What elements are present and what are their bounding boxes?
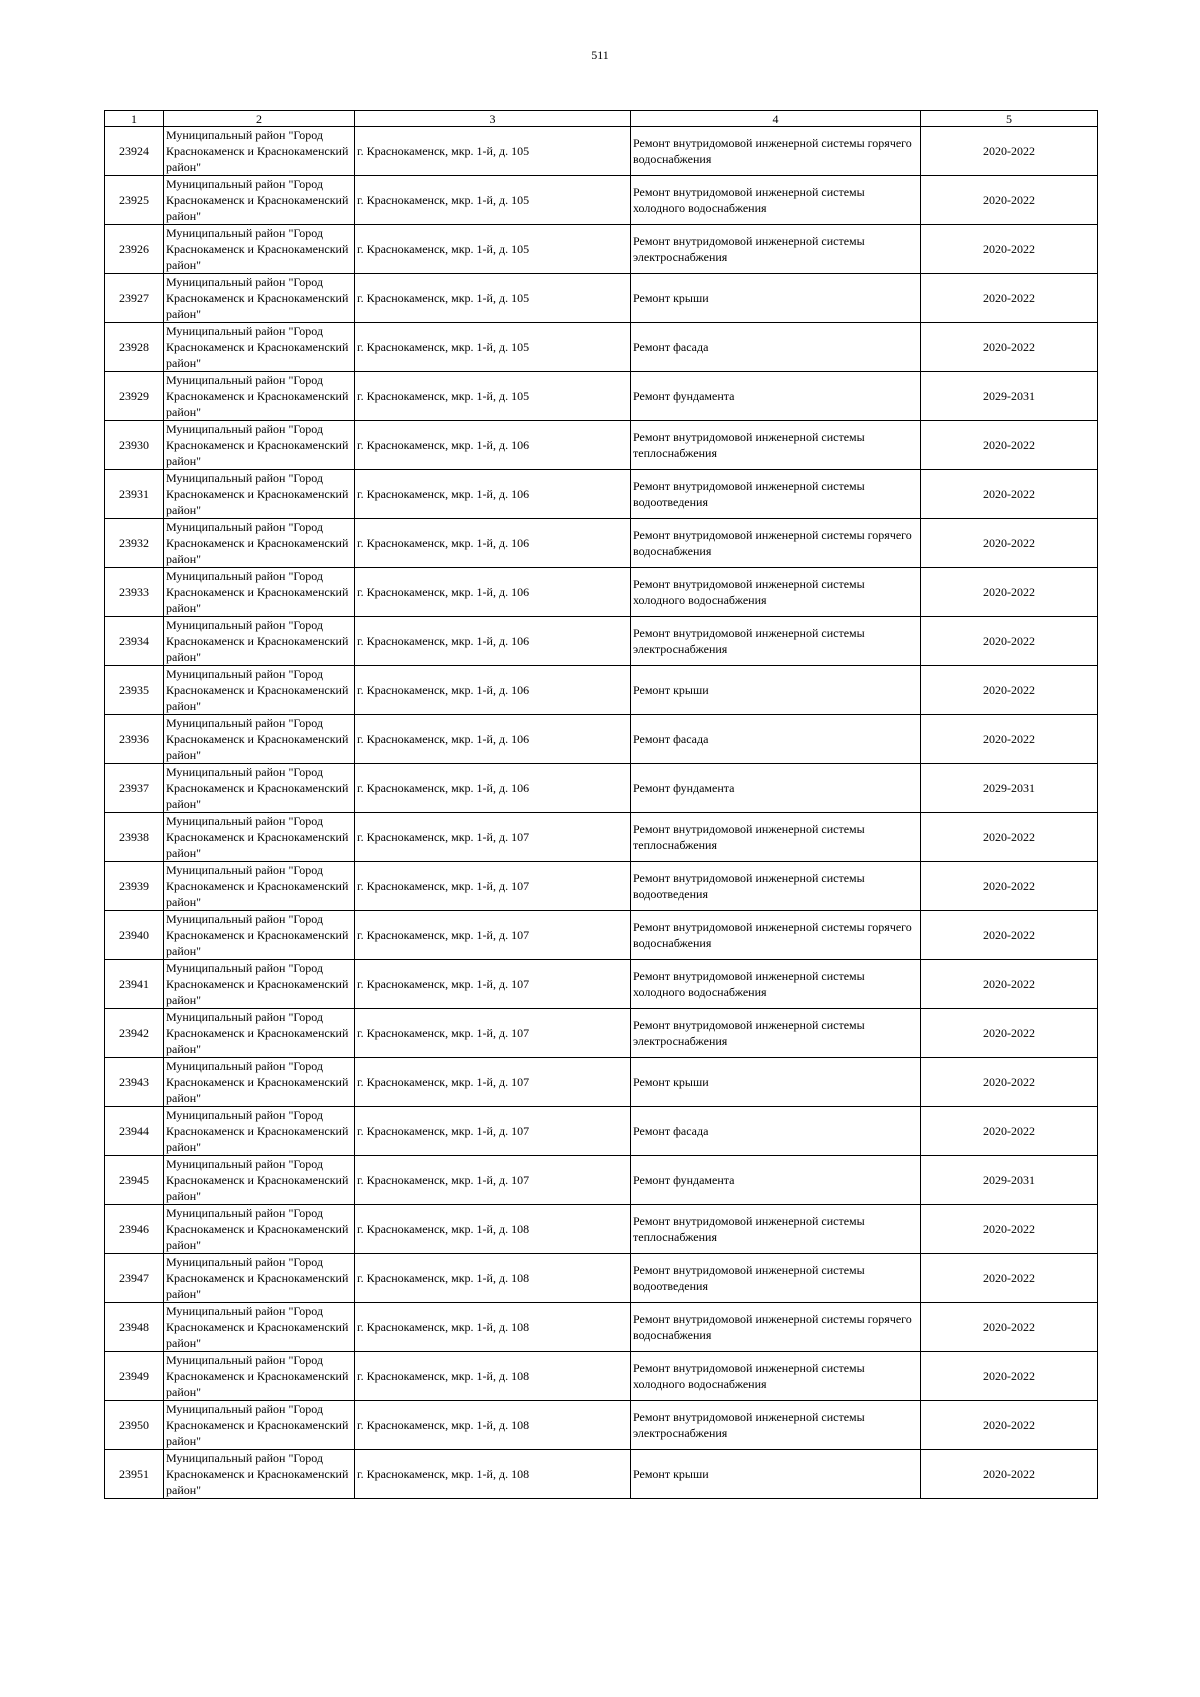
period-cell: 2020-2022 [921, 323, 1098, 372]
work-type-cell: Ремонт внутридомовой инженерной системы горячего водоснабжения [631, 127, 921, 176]
table-row [105, 1401, 1098, 1450]
table-row [105, 960, 1098, 1009]
period-cell: 2020-2022 [921, 127, 1098, 176]
municipality-cell: Муниципальный район "Город Краснокаменск и Краснокаменский район" [164, 323, 355, 372]
table-row [105, 813, 1098, 862]
row-number-cell: 23939 [105, 862, 164, 911]
period-cell: 2020-2022 [921, 1401, 1098, 1450]
table-row [105, 1058, 1098, 1107]
municipality-cell: Муниципальный район "Город Краснокаменск и Краснокаменский район" [164, 715, 355, 764]
row-number-cell: 23926 [105, 225, 164, 274]
period-cell: 2020-2022 [921, 568, 1098, 617]
period-cell: 2020-2022 [921, 1254, 1098, 1303]
work-type-cell: Ремонт крыши [631, 1450, 921, 1499]
municipality-cell: Муниципальный район "Город Краснокаменск и Краснокаменский район" [164, 764, 355, 813]
row-number-cell: 23950 [105, 1401, 164, 1450]
address-cell: г. Краснокаменск, мкр. 1-й, д. 107 [355, 1009, 631, 1058]
municipality-cell: Муниципальный район "Город Краснокаменск и Краснокаменский район" [164, 1450, 355, 1499]
address-cell: г. Краснокаменск, мкр. 1-й, д. 107 [355, 1107, 631, 1156]
address-cell: г. Краснокаменск, мкр. 1-й, д. 106 [355, 715, 631, 764]
municipality-cell: Муниципальный район "Город Краснокаменск и Краснокаменский район" [164, 225, 355, 274]
table-row [105, 323, 1098, 372]
column-number-row [105, 111, 1098, 127]
work-type-cell: Ремонт внутридомовой инженерной системы электроснабжения [631, 1401, 921, 1450]
municipality-cell: Муниципальный район "Город Краснокаменск и Краснокаменский район" [164, 470, 355, 519]
address-cell: г. Краснокаменск, мкр. 1-й, д. 107 [355, 1156, 631, 1205]
row-number-cell: 23924 [105, 127, 164, 176]
period-cell: 2020-2022 [921, 813, 1098, 862]
column-header: 2 [164, 111, 355, 127]
address-cell: г. Краснокаменск, мкр. 1-й, д. 106 [355, 568, 631, 617]
period-cell: 2020-2022 [921, 617, 1098, 666]
work-type-cell: Ремонт внутридомовой инженерной системы теплоснабжения [631, 1205, 921, 1254]
column-header: 4 [631, 111, 921, 127]
municipality-cell: Муниципальный район "Город Краснокаменск и Краснокаменский район" [164, 1254, 355, 1303]
municipality-cell: Муниципальный район "Город Краснокаменск и Краснокаменский район" [164, 274, 355, 323]
period-cell: 2020-2022 [921, 911, 1098, 960]
page-number: 511 [591, 48, 609, 62]
municipality-cell: Муниципальный район "Город Краснокаменск и Краснокаменский район" [164, 1205, 355, 1254]
row-number-cell: 23938 [105, 813, 164, 862]
table-row [105, 1205, 1098, 1254]
table-row [105, 715, 1098, 764]
row-number-cell: 23940 [105, 911, 164, 960]
row-number-cell: 23948 [105, 1303, 164, 1352]
address-cell: г. Краснокаменск, мкр. 1-й, д. 106 [355, 421, 631, 470]
period-cell: 2020-2022 [921, 225, 1098, 274]
period-cell: 2020-2022 [921, 421, 1098, 470]
table-row [105, 519, 1098, 568]
work-type-cell: Ремонт внутридомовой инженерной системы электроснабжения [631, 1009, 921, 1058]
row-number-cell: 23941 [105, 960, 164, 1009]
address-cell: г. Краснокаменск, мкр. 1-й, д. 108 [355, 1254, 631, 1303]
period-cell: 2020-2022 [921, 274, 1098, 323]
work-type-cell: Ремонт внутридомовой инженерной системы холодного водоснабжения [631, 568, 921, 617]
municipality-cell: Муниципальный район "Город Краснокаменск и Краснокаменский район" [164, 911, 355, 960]
municipality-cell: Муниципальный район "Город Краснокаменск и Краснокаменский район" [164, 1156, 355, 1205]
address-cell: г. Краснокаменск, мкр. 1-й, д. 105 [355, 225, 631, 274]
column-header: 3 [355, 111, 631, 127]
municipality-cell: Муниципальный район "Город Краснокаменск и Краснокаменский район" [164, 1009, 355, 1058]
address-cell: г. Краснокаменск, мкр. 1-й, д. 108 [355, 1352, 631, 1401]
table-row [105, 617, 1098, 666]
municipality-cell: Муниципальный район "Город Краснокаменск и Краснокаменский район" [164, 127, 355, 176]
period-cell: 2020-2022 [921, 176, 1098, 225]
table-row [105, 225, 1098, 274]
row-number-cell: 23949 [105, 1352, 164, 1401]
table-row [105, 911, 1098, 960]
address-cell: г. Краснокаменск, мкр. 1-й, д. 105 [355, 176, 631, 225]
row-number-cell: 23945 [105, 1156, 164, 1205]
address-cell: г. Краснокаменск, мкр. 1-й, д. 108 [355, 1401, 631, 1450]
table-row [105, 1450, 1098, 1499]
row-number-cell: 23951 [105, 1450, 164, 1499]
work-type-cell: Ремонт внутридомовой инженерной системы холодного водоснабжения [631, 960, 921, 1009]
work-type-cell: Ремонт внутридомовой инженерной системы электроснабжения [631, 225, 921, 274]
address-cell: г. Краснокаменск, мкр. 1-й, д. 105 [355, 372, 631, 421]
work-type-cell: Ремонт внутридомовой инженерной системы горячего водоснабжения [631, 519, 921, 568]
municipality-cell: Муниципальный район "Город Краснокаменск и Краснокаменский район" [164, 617, 355, 666]
municipality-cell: Муниципальный район "Город Краснокаменск и Краснокаменский район" [164, 1058, 355, 1107]
municipality-cell: Муниципальный район "Город Краснокаменск и Краснокаменский район" [164, 960, 355, 1009]
work-type-cell: Ремонт фундамента [631, 764, 921, 813]
address-cell: г. Краснокаменск, мкр. 1-й, д. 108 [355, 1450, 631, 1499]
row-number-cell: 23933 [105, 568, 164, 617]
period-cell: 2020-2022 [921, 1303, 1098, 1352]
municipality-cell: Муниципальный район "Город Краснокаменск и Краснокаменский район" [164, 813, 355, 862]
work-type-cell: Ремонт внутридомовой инженерной системы холодного водоснабжения [631, 1352, 921, 1401]
table-row [105, 176, 1098, 225]
row-number-cell: 23930 [105, 421, 164, 470]
municipality-cell: Муниципальный район "Город Краснокаменск и Краснокаменский район" [164, 176, 355, 225]
municipality-cell: Муниципальный район "Город Краснокаменск и Краснокаменский район" [164, 666, 355, 715]
period-cell: 2020-2022 [921, 1450, 1098, 1499]
row-number-cell: 23942 [105, 1009, 164, 1058]
municipality-cell: Муниципальный район "Город Краснокаменск и Краснокаменский район" [164, 519, 355, 568]
column-header: 1 [105, 111, 164, 127]
period-cell: 2020-2022 [921, 1352, 1098, 1401]
work-type-cell: Ремонт внутридомовой инженерной системы горячего водоснабжения [631, 911, 921, 960]
row-number-cell: 23928 [105, 323, 164, 372]
work-type-cell: Ремонт внутридомовой инженерной системы теплоснабжения [631, 813, 921, 862]
work-type-cell: Ремонт внутридомовой инженерной системы горячего водоснабжения [631, 1303, 921, 1352]
work-type-cell: Ремонт внутридомовой инженерной системы холодного водоснабжения [631, 176, 921, 225]
address-cell: г. Краснокаменск, мкр. 1-й, д. 107 [355, 813, 631, 862]
period-cell: 2020-2022 [921, 715, 1098, 764]
table-row [105, 127, 1098, 176]
row-number-cell: 23932 [105, 519, 164, 568]
address-cell: г. Краснокаменск, мкр. 1-й, д. 105 [355, 274, 631, 323]
period-cell: 2020-2022 [921, 470, 1098, 519]
municipality-cell: Муниципальный район "Город Краснокаменск и Краснокаменский район" [164, 1303, 355, 1352]
address-cell: г. Краснокаменск, мкр. 1-й, д. 105 [355, 127, 631, 176]
period-cell: 2020-2022 [921, 519, 1098, 568]
work-type-cell: Ремонт крыши [631, 666, 921, 715]
address-cell: г. Краснокаменск, мкр. 1-й, д. 105 [355, 323, 631, 372]
row-number-cell: 23937 [105, 764, 164, 813]
period-cell: 2020-2022 [921, 960, 1098, 1009]
period-cell: 2020-2022 [921, 666, 1098, 715]
table-row [105, 568, 1098, 617]
work-type-cell: Ремонт крыши [631, 1058, 921, 1107]
municipality-cell: Муниципальный район "Город Краснокаменск и Краснокаменский район" [164, 1352, 355, 1401]
address-cell: г. Краснокаменск, мкр. 1-й, д. 107 [355, 960, 631, 1009]
period-cell: 2029-2031 [921, 764, 1098, 813]
row-number-cell: 23934 [105, 617, 164, 666]
table-row [105, 470, 1098, 519]
row-number-cell: 23936 [105, 715, 164, 764]
table-row [105, 1156, 1098, 1205]
municipality-cell: Муниципальный район "Город Краснокаменск и Краснокаменский район" [164, 372, 355, 421]
address-cell: г. Краснокаменск, мкр. 1-й, д. 107 [355, 911, 631, 960]
work-type-cell: Ремонт фасада [631, 323, 921, 372]
address-cell: г. Краснокаменск, мкр. 1-й, д. 107 [355, 862, 631, 911]
period-cell: 2020-2022 [921, 1205, 1098, 1254]
work-type-cell: Ремонт фундамента [631, 372, 921, 421]
row-number-cell: 23929 [105, 372, 164, 421]
table-row [105, 274, 1098, 323]
row-number-cell: 23946 [105, 1205, 164, 1254]
table-row [105, 1107, 1098, 1156]
work-type-cell: Ремонт внутридомовой инженерной системы водоотведения [631, 1254, 921, 1303]
table-row [105, 1254, 1098, 1303]
row-number-cell: 23943 [105, 1058, 164, 1107]
period-cell: 2020-2022 [921, 1058, 1098, 1107]
row-number-cell: 23935 [105, 666, 164, 715]
row-number-cell: 23927 [105, 274, 164, 323]
work-type-cell: Ремонт внутридомовой инженерной системы электроснабжения [631, 617, 921, 666]
table-row [105, 1303, 1098, 1352]
address-cell: г. Краснокаменск, мкр. 1-й, д. 106 [355, 666, 631, 715]
row-number-cell: 23931 [105, 470, 164, 519]
address-cell: г. Краснокаменск, мкр. 1-й, д. 106 [355, 764, 631, 813]
work-type-cell: Ремонт фасада [631, 715, 921, 764]
table-row [105, 1009, 1098, 1058]
table-row [105, 862, 1098, 911]
work-type-cell: Ремонт фундамента [631, 1156, 921, 1205]
municipality-cell: Муниципальный район "Город Краснокаменск и Краснокаменский район" [164, 862, 355, 911]
municipality-cell: Муниципальный район "Город Краснокаменск и Краснокаменский район" [164, 568, 355, 617]
table-row [105, 666, 1098, 715]
table-row [105, 764, 1098, 813]
period-cell: 2029-2031 [921, 372, 1098, 421]
work-type-cell: Ремонт внутридомовой инженерной системы водоотведения [631, 470, 921, 519]
table-row [105, 1352, 1098, 1401]
work-type-cell: Ремонт крыши [631, 274, 921, 323]
period-cell: 2020-2022 [921, 862, 1098, 911]
work-type-cell: Ремонт внутридомовой инженерной системы теплоснабжения [631, 421, 921, 470]
row-number-cell: 23944 [105, 1107, 164, 1156]
address-cell: г. Краснокаменск, мкр. 1-й, д. 108 [355, 1205, 631, 1254]
repair-schedule-table [104, 110, 1098, 1499]
work-type-cell: Ремонт внутридомовой инженерной системы водоотведения [631, 862, 921, 911]
column-header: 5 [921, 111, 1098, 127]
municipality-cell: Муниципальный район "Город Краснокаменск и Краснокаменский район" [164, 421, 355, 470]
address-cell: г. Краснокаменск, мкр. 1-й, д. 108 [355, 1303, 631, 1352]
municipality-cell: Муниципальный район "Город Краснокаменск и Краснокаменский район" [164, 1107, 355, 1156]
period-cell: 2020-2022 [921, 1009, 1098, 1058]
address-cell: г. Краснокаменск, мкр. 1-й, д. 106 [355, 470, 631, 519]
address-cell: г. Краснокаменск, мкр. 1-й, д. 106 [355, 519, 631, 568]
table-row [105, 372, 1098, 421]
table-row [105, 421, 1098, 470]
period-cell: 2020-2022 [921, 1107, 1098, 1156]
row-number-cell: 23947 [105, 1254, 164, 1303]
work-type-cell: Ремонт фасада [631, 1107, 921, 1156]
address-cell: г. Краснокаменск, мкр. 1-й, д. 107 [355, 1058, 631, 1107]
row-number-cell: 23925 [105, 176, 164, 225]
municipality-cell: Муниципальный район "Город Краснокаменск и Краснокаменский район" [164, 1401, 355, 1450]
address-cell: г. Краснокаменск, мкр. 1-й, д. 106 [355, 617, 631, 666]
period-cell: 2029-2031 [921, 1156, 1098, 1205]
table-body [105, 127, 1098, 1499]
